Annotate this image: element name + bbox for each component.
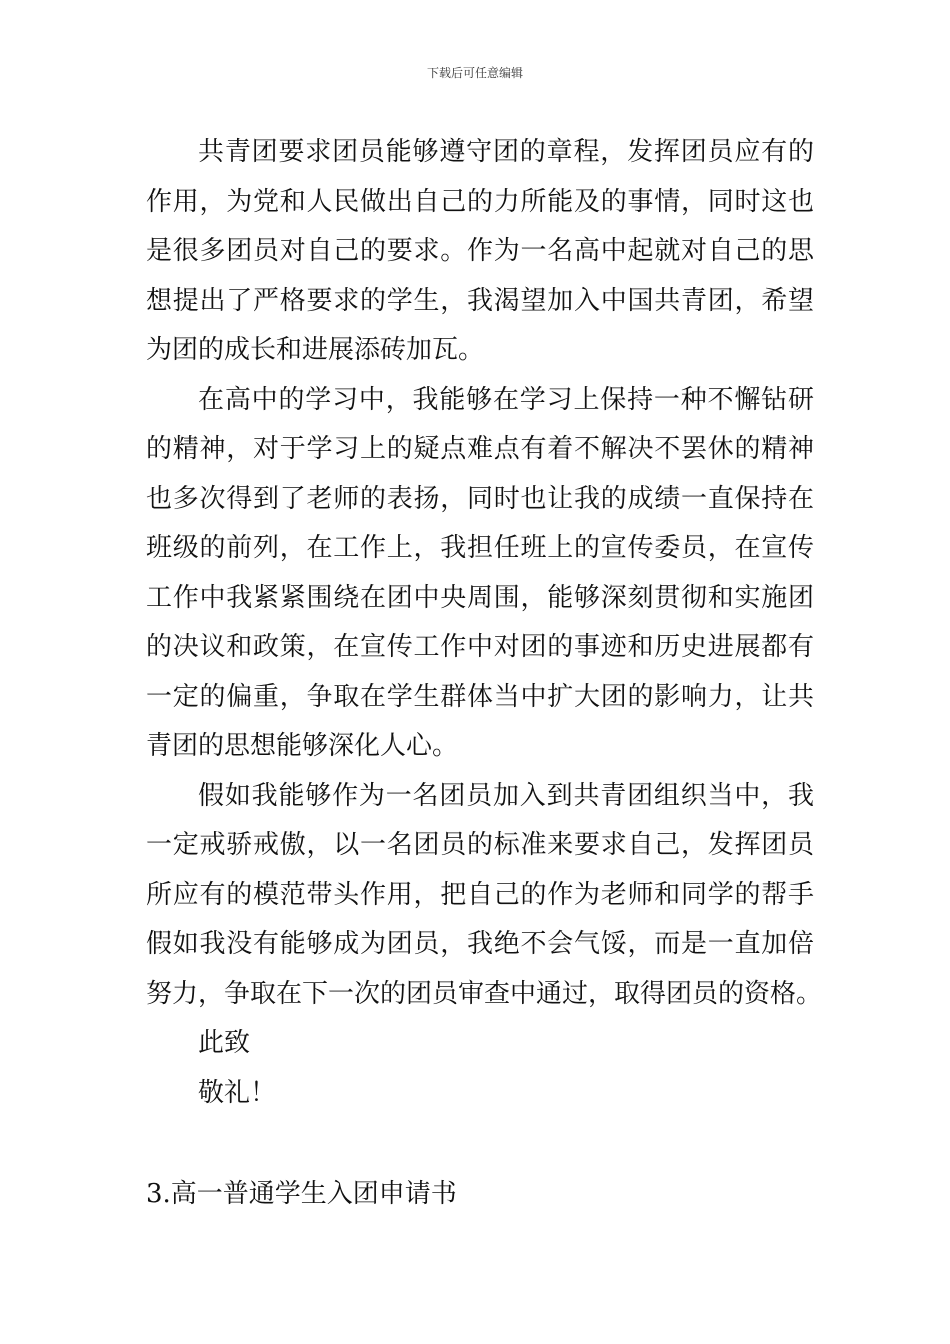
text-line: 一定戒骄戒傲，以一名团员的标准来要求自己，发挥团员 bbox=[146, 830, 814, 860]
text-line: 也多次得到了老师的表扬，同时也让我的成绩一直保持在 bbox=[146, 483, 814, 514]
section-title: 3.高一普通学生入团申请书 bbox=[146, 1179, 457, 1209]
closing-regards: 敬礼！ bbox=[198, 1077, 277, 1108]
letter-body bbox=[146, 128, 823, 1118]
text-line: 在高中的学习中，我能够在学习上保持一种不懈钻研 bbox=[198, 384, 814, 415]
text-line: 班级的前列，在工作上，我担任班上的宣传委员，在宣传 bbox=[146, 533, 814, 563]
text-line: 青团的思想能够深化人心。 bbox=[146, 731, 459, 761]
paragraph-3 bbox=[146, 772, 823, 1020]
text-line: 的精神，对于学习上的疑点难点有着不解决不罢休的精神 bbox=[146, 434, 814, 464]
text-line: 的决议和政策，在宣传工作中对团的事迹和历史进展都有 bbox=[146, 632, 814, 662]
text-line: 想提出了严格要求的学生，我渴望加入中国共青团，希望 bbox=[146, 285, 814, 316]
closing-salutation: 此致 bbox=[198, 1028, 251, 1058]
text-line: 假如我能够作为一名团员加入到共青团组织当中，我 bbox=[198, 780, 814, 811]
text-line: 一定的偏重，争取在学生群体当中扩大团的影响力，让共 bbox=[146, 681, 814, 712]
text-line: 共青团要求团员能够遵守团的章程，发挥团员应有的 bbox=[198, 137, 814, 167]
text-line: 是很多团员对自己的要求。作为一名高中起就对自己的思 bbox=[146, 236, 814, 266]
paragraph-1 bbox=[146, 128, 814, 376]
paragraph-2 bbox=[146, 376, 814, 772]
text-line: 努力，争取在下一次的团员审查中通过，取得团员的资格。 bbox=[146, 978, 823, 1009]
text-line: 工作中我紧紧围绕在团中央周围，能够深刻贯彻和实施团 bbox=[146, 582, 814, 613]
page-header: 下载后可任意编辑 bbox=[426, 66, 523, 80]
text-line: 所应有的模范带头作用，把自己的作为老师和同学的帮手 bbox=[146, 879, 814, 910]
text-line: 作用，为党和人民做出自己的力所能及的事情，同时这也 bbox=[146, 186, 814, 217]
text-line: 假如我没有能够成为团员，我绝不会气馁，而是一直加倍 bbox=[146, 929, 814, 959]
text-line: 为团的成长和进展添砖加瓦。 bbox=[146, 335, 485, 365]
